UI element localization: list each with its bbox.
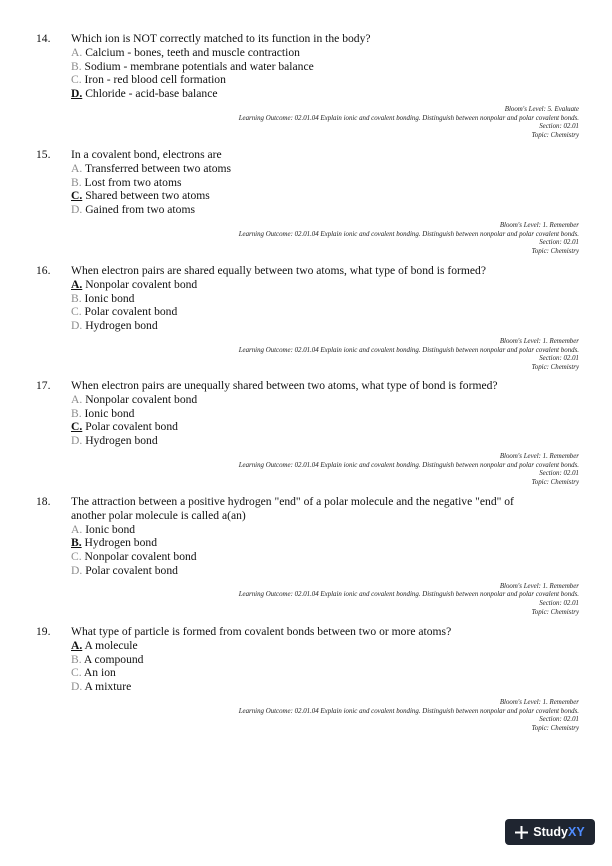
option-letter: A.	[71, 392, 83, 406]
answer-option-correct	[71, 536, 612, 550]
option-letter: B.	[71, 175, 82, 189]
answer-option	[71, 162, 612, 176]
option-letter: D.	[71, 563, 83, 577]
answer-option	[71, 46, 612, 60]
answer-option	[71, 393, 612, 407]
option-letter: A.	[71, 277, 83, 291]
section-label: Section: 02.01	[539, 599, 579, 607]
option-text: Ionic bond	[84, 406, 135, 420]
answer-option	[71, 550, 612, 564]
answer-option	[71, 203, 612, 217]
option-text: Lost from two atoms	[84, 175, 182, 189]
question-metadata	[0, 583, 612, 617]
answer-option	[71, 60, 612, 74]
blooms-level: Bloom's Level: 1. Remember	[499, 582, 579, 590]
brand-accent: XY	[568, 825, 585, 839]
answer-options	[71, 523, 612, 578]
blooms-level: Bloom's Level: 1. Remember	[499, 221, 579, 229]
option-text: Gained from two atoms	[85, 203, 195, 217]
option-letter: C.	[71, 666, 82, 680]
studyxy-badge[interactable]	[505, 819, 595, 845]
answer-option	[71, 564, 612, 578]
answer-option	[71, 666, 612, 680]
question-number: 14.	[36, 32, 51, 45]
topic-label: Topic: Chemistry	[531, 724, 579, 732]
answer-option	[71, 680, 612, 694]
question-item	[0, 148, 612, 256]
option-letter: C.	[71, 305, 82, 319]
option-letter: A.	[71, 161, 83, 175]
learning-outcome: Learning Outcome: 02.01.04 Explain ionic and covalent bonding. Distinguish between nonpolar and polar covalent bonds.	[238, 346, 579, 354]
section-label: Section: 02.01	[539, 470, 579, 478]
answer-option	[71, 305, 612, 319]
learning-outcome: Learning Outcome: 02.01.04 Explain ionic and covalent bonding. Distinguish between nonpolar and polar covalent bonds.	[238, 461, 579, 469]
brand-name: Study	[533, 825, 569, 839]
blooms-level: Bloom's Level: 5. Evaluate	[504, 105, 579, 113]
topic-label: Topic: Chemistry	[531, 247, 579, 255]
option-letter: D.	[71, 680, 83, 694]
option-text: Nonpolar covalent bond	[85, 277, 198, 291]
option-text: A mixture	[84, 680, 132, 694]
question-number: 16.	[36, 264, 51, 277]
option-text: Polar covalent bond	[85, 563, 178, 577]
question-number: 19.	[36, 625, 51, 638]
question-number: 15.	[36, 148, 51, 161]
learning-outcome: Learning Outcome: 02.01.04 Explain ionic and covalent bonding. Distinguish between nonpolar and polar covalent bonds.	[238, 230, 579, 238]
learning-outcome: Learning Outcome: 02.01.04 Explain ionic and covalent bonding. Distinguish between nonpolar and polar covalent bonds.	[238, 114, 579, 122]
topic-label: Topic: Chemistry	[531, 363, 579, 371]
answer-options	[71, 639, 612, 694]
question-item	[0, 625, 612, 733]
question-metadata	[0, 338, 612, 372]
option-letter: C.	[71, 189, 83, 203]
option-letter: D.	[71, 319, 83, 333]
option-letter: C.	[71, 420, 83, 434]
question-metadata	[0, 453, 612, 487]
option-text: Hydrogen bond	[85, 319, 158, 333]
option-text: Hydrogen bond	[85, 434, 158, 448]
option-text: Transferred between two atoms	[84, 161, 232, 175]
answer-option-correct	[71, 87, 612, 101]
answer-option	[71, 176, 612, 190]
option-text: Nonpolar covalent bond	[84, 550, 197, 564]
section-label: Section: 02.01	[539, 239, 579, 247]
topic-label: Topic: Chemistry	[531, 478, 579, 486]
learning-outcome: Learning Outcome: 02.01.04 Explain ionic and covalent bonding. Distinguish between nonpolar and polar covalent bonds.	[238, 591, 579, 599]
question-text: When electron pairs are unequally shared between two atoms, what type of bond is formed?	[71, 379, 498, 392]
option-letter: A.	[71, 522, 83, 536]
question-item	[0, 379, 612, 487]
question-item	[0, 495, 612, 617]
answer-option	[71, 434, 612, 448]
blooms-level: Bloom's Level: 1. Remember	[499, 452, 579, 460]
answer-options	[71, 393, 612, 448]
answer-option	[71, 292, 612, 306]
option-text: Ionic bond	[85, 522, 136, 536]
section-label: Section: 02.01	[539, 716, 579, 724]
question-text: The attraction between a positive hydrogen "end" of a polar molecule and the negative "end" of another polar molecule is called a(an)	[71, 495, 514, 522]
option-text: Polar covalent bond	[84, 305, 178, 319]
question-metadata	[0, 222, 612, 256]
section-label: Section: 02.01	[539, 355, 579, 363]
option-letter: D.	[71, 203, 83, 217]
option-letter: B.	[71, 59, 82, 73]
option-text: Iron - red blood cell formation	[84, 73, 226, 87]
answer-option	[71, 653, 612, 667]
answer-options	[71, 46, 612, 101]
option-letter: D.	[71, 434, 83, 448]
answer-options	[71, 162, 612, 217]
option-text: Chloride - acid-base balance	[85, 87, 218, 101]
topic-label: Topic: Chemistry	[531, 131, 579, 139]
answer-options	[71, 278, 612, 333]
option-text: Hydrogen bond	[84, 536, 157, 550]
answer-option	[71, 523, 612, 537]
learning-outcome: Learning Outcome: 02.01.04 Explain ionic and covalent bonding. Distinguish between nonpolar and polar covalent bonds.	[238, 707, 579, 715]
question-text: What type of particle is formed from covalent bonds between two or more atoms?	[71, 625, 452, 638]
question-number: 18.	[36, 495, 51, 508]
option-letter: B.	[71, 406, 82, 420]
option-letter: C.	[71, 73, 82, 87]
option-letter: B.	[71, 652, 82, 666]
option-text: Polar covalent bond	[85, 420, 178, 434]
answer-option-correct	[71, 189, 612, 203]
option-letter: B.	[71, 536, 82, 550]
answer-option-correct	[71, 278, 612, 292]
answer-option-correct	[71, 420, 612, 434]
option-text: Nonpolar covalent bond	[85, 392, 198, 406]
topic-label: Topic: Chemistry	[531, 608, 579, 616]
option-letter: D.	[71, 87, 83, 101]
option-text: A compound	[83, 652, 144, 666]
option-text: A molecule	[84, 638, 138, 652]
answer-option-correct	[71, 639, 612, 653]
option-text: Calcium - bones, teeth and muscle contraction	[85, 45, 300, 59]
question-text: Which ion is NOT correctly matched to its function in the body?	[71, 32, 371, 45]
blooms-level: Bloom's Level: 1. Remember	[499, 337, 579, 345]
option-text: Ionic bond	[84, 291, 135, 305]
question-metadata	[0, 106, 612, 140]
option-text: Sodium - membrane potentials and water balance	[84, 59, 314, 73]
question-item	[0, 264, 612, 372]
answer-option	[71, 319, 612, 333]
blooms-level: Bloom's Level: 1. Remember	[499, 698, 579, 706]
option-text: An ion	[83, 666, 116, 680]
answer-option	[71, 407, 612, 421]
question-metadata	[0, 699, 612, 733]
option-text: Shared between two atoms	[85, 189, 210, 203]
question-item	[0, 32, 612, 140]
option-letter: A.	[71, 638, 83, 652]
answer-option	[71, 73, 612, 87]
question-text: In a covalent bond, electrons are	[71, 148, 222, 161]
question-number: 17.	[36, 379, 51, 392]
section-label: Section: 02.01	[539, 123, 579, 131]
option-letter: A.	[71, 45, 83, 59]
option-letter: C.	[71, 550, 82, 564]
question-text: When electron pairs are shared equally between two atoms, what type of bond is formed?	[71, 264, 486, 277]
plus-icon	[515, 826, 528, 839]
option-letter: B.	[71, 291, 82, 305]
